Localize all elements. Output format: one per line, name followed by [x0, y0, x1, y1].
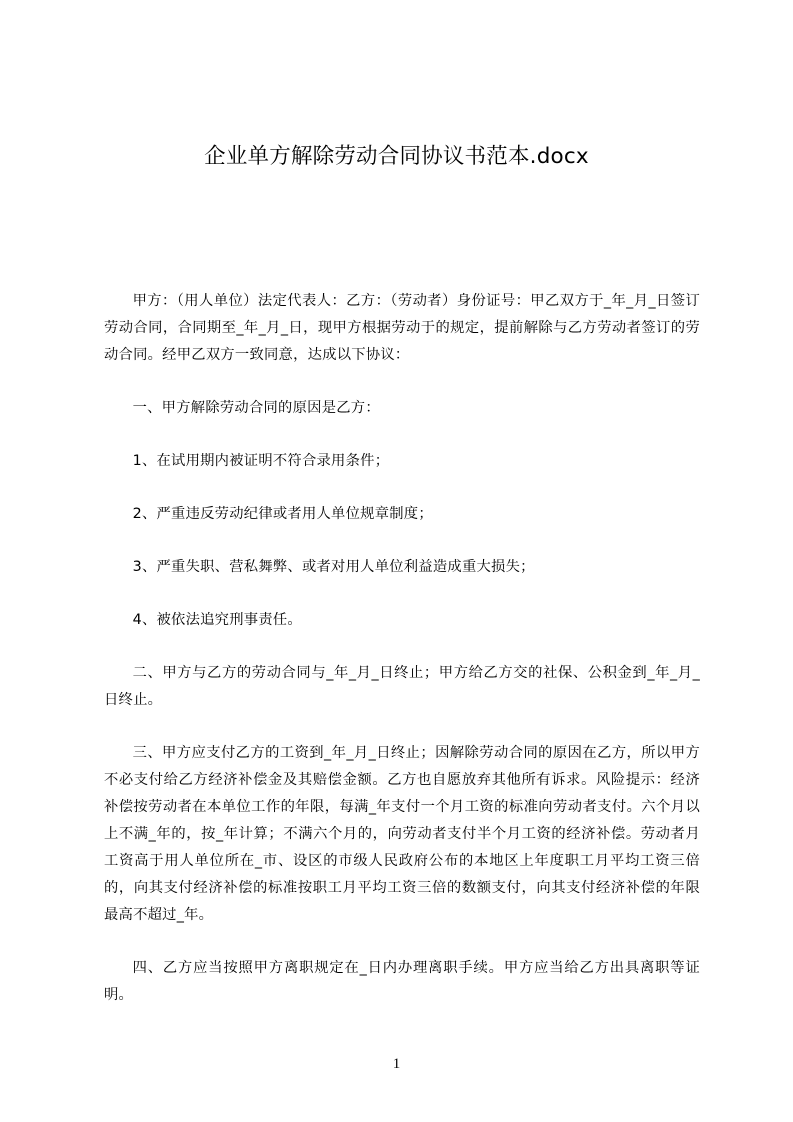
paragraph-section-1-heading: 一、甲方解除劳动合同的原因是乙方：	[132, 400, 380, 416]
paragraph-section-3: 三、甲方应支付乙方的工资到_年_月_日终止；因解除劳动合同的原因在乙方，所以甲方不必支付给乙方经济补偿金及其赔偿金额。乙方也自愿放弃其他所有诉求。风险提示：经济补偿按劳动者在本单位工作的年限，每满_年支付一个月工资的标准向劳动者支付。六个月以上不满_年的，按_年计算；不满六个月的，向劳动者支付半个月工资的经济补偿。劳动者月工资高于用人单位所在_市、设区的市级人民政府公布的本地区上年度职工月平均工资三倍的，向其支付经济补偿的标准按职工月平均工资三倍的数额支付，向其支付经济补偿的年限最高不超过_年。	[104, 745, 700, 923]
paragraph-section-2: 二、甲方与乙方的劳动合同与_年_月_日终止；甲方给乙方交的社保、公积金到_年_月_日终止。	[104, 665, 700, 708]
document-title: 企业单方解除劳动合同协议书范本.docx	[204, 144, 589, 169]
page-number: 1	[392, 1056, 401, 1072]
paragraph-reason-3: 3、严重失职、营私舞弊、或者对用人单位利益造成重大损失；	[132, 559, 535, 575]
paragraph-intro: 甲方：（用人单位）法定代表人：乙方：（劳动者）身份证号：甲乙双方于_年_月_日签订劳动合同，合同期至_年_月_日，现甲方根据劳动于的规定，提前解除与乙方劳动者签订的劳动合同。经甲乙双方一致同意，达成以下协议：	[104, 293, 700, 363]
paragraph-section-4: 四、乙方应当按照甲方离职规定在_日内办理离职手续。甲方应当给乙方出具离职等证明。	[104, 960, 700, 1003]
paragraph-reason-4: 4、被依法追究刑事责任。	[132, 612, 302, 628]
paragraph-reason-1: 1、在试用期内被证明不符合录用条件；	[132, 453, 390, 469]
paragraph-reason-2: 2、严重违反劳动纪律或者用人单位规章制度；	[132, 506, 433, 522]
document-body	[104, 288, 700, 1009]
